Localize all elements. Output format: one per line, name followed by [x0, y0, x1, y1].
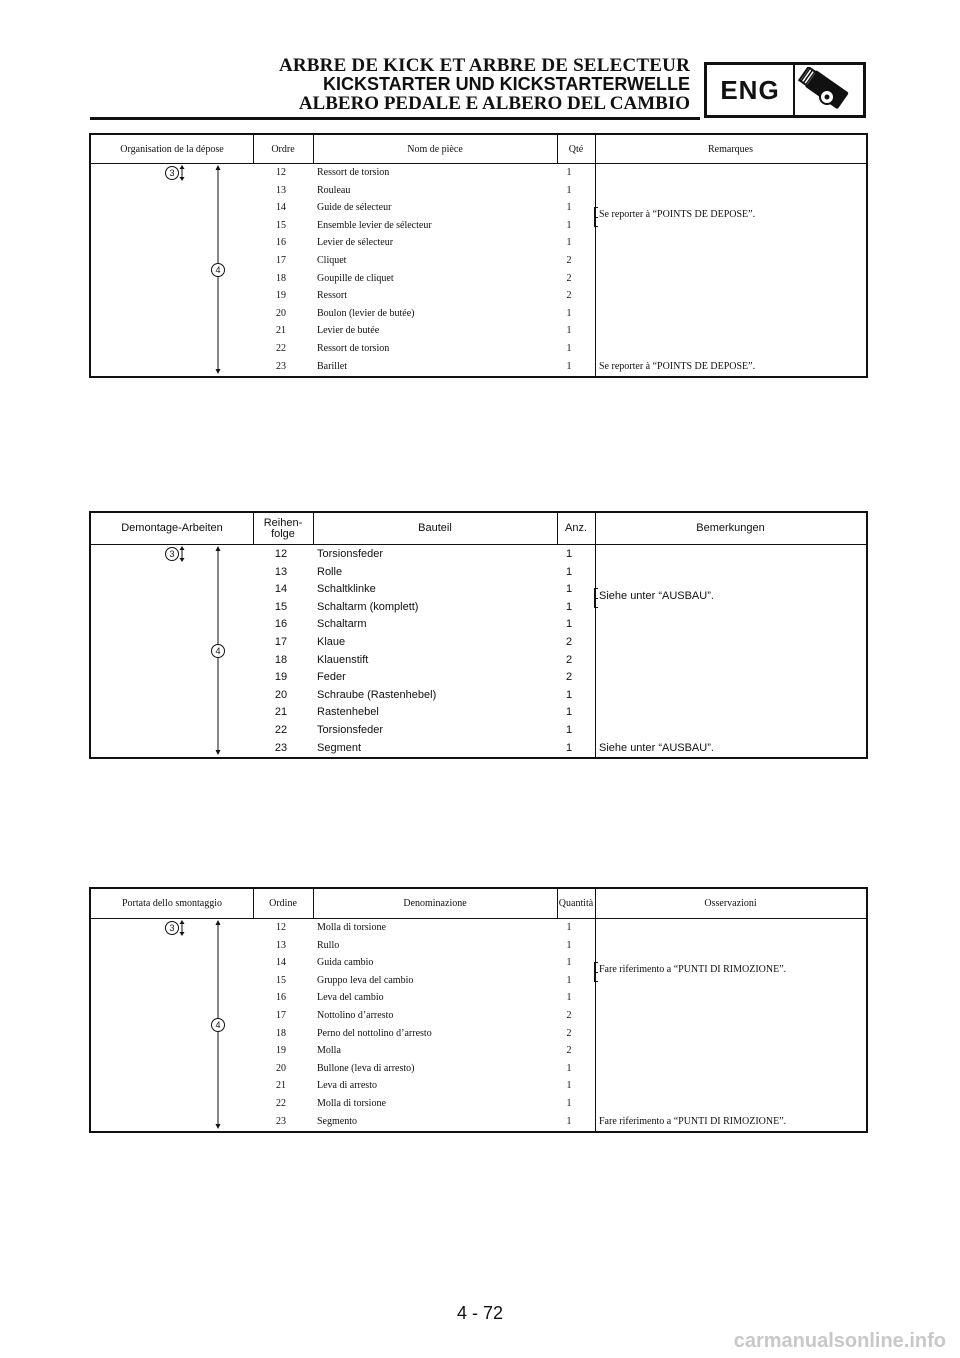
table-row: 15 Gruppo leva del cambio 1 [276, 974, 572, 986]
title-german: KICKSTARTER UND KICKSTARTERWELLE [323, 74, 690, 94]
table-row: 18 Goupille de cliquet 2 [276, 272, 572, 284]
remark-bracket [594, 962, 598, 982]
col-organisation: Organisation de la dépose [120, 143, 224, 155]
table-body [91, 545, 866, 757]
table-french [89, 133, 868, 378]
remark-last: Fare riferimento a “PUNTI DI RIMOZIONE”. [599, 1116, 787, 1127]
col-qty: Qté [568, 143, 584, 155]
col-organisation: Portata dello smontaggio [122, 898, 222, 909]
footer-watermark: carmanualsonline.info [733, 1330, 946, 1352]
table-row: 20 Bullone (leva di arresto) 1 [276, 1062, 572, 1074]
engine-badge-label: ENG [707, 65, 795, 115]
remark-group: Se reporter à “POINTS DE DEPOSE”. [599, 209, 756, 220]
remark-bracket [594, 588, 598, 608]
col-remarks: Osservazioni [704, 898, 757, 909]
table-italian [89, 887, 868, 1133]
page-number: 4 - 72 [456, 1303, 504, 1323]
table-row: 17 Cliquet 2 [276, 255, 572, 266]
table-row: 21 Levier de butée 1 [276, 325, 572, 337]
table-row: 22 Molla di torsione 1 [276, 1098, 572, 1109]
col-order: Ordre [271, 143, 295, 155]
table-row: 18 Klauenstift 2 [274, 653, 573, 666]
table-row: 23 Segmento 1 [276, 1115, 572, 1127]
remark-last: Siehe unter “AUSBAU”. [599, 742, 714, 754]
col-qty: Anz. [564, 522, 587, 534]
table-row: 17 Klaue 2 [274, 636, 573, 648]
marker-4: 4 [211, 263, 225, 277]
table-row: 12 Molla di torsione 1 [276, 922, 572, 933]
col-remarks: Bemerkungen [696, 522, 765, 534]
table-row: 23 Barillet 1 [276, 360, 572, 372]
marker-3: 3 [165, 921, 179, 935]
col-organisation: Demontage-Arbeiten [121, 522, 223, 534]
col-name: Bauteil [418, 522, 452, 534]
col-remarks: Remarques [708, 143, 753, 155]
table-row: 22 Torsionsfeder 1 [274, 724, 573, 736]
table-row: 20 Schraube (Rastenhebel) 1 [274, 688, 573, 701]
table-row: 16 Leva del cambio 1 [276, 992, 572, 1004]
table-header [91, 513, 866, 545]
table-body [91, 919, 866, 1131]
table-row: 19 Ressort 2 [276, 290, 572, 302]
table-row: 14 Guide de sélecteur 1 [276, 202, 572, 214]
table-row: 13 Rolle 1 [274, 565, 573, 578]
table-row: 20 Boulon (levier de butée) 1 [276, 307, 572, 319]
remark-group: Fare riferimento a “PUNTI DI RIMOZIONE”. [599, 964, 787, 975]
table-row: 16 Levier de sélecteur 1 [276, 237, 572, 249]
table-row: 15 Ensemble levier de sélecteur 1 [276, 219, 572, 231]
table-row: 14 Guida cambio 1 [276, 957, 572, 969]
table-row: 12 Torsionsfeder 1 [274, 548, 573, 560]
marker-3: 3 [165, 547, 179, 561]
col-order: Ordine [269, 898, 297, 909]
table-row: 19 Molla 2 [276, 1045, 572, 1057]
marker-3: 3 [165, 166, 179, 180]
table-row: 16 Schaltarm 1 [274, 618, 573, 631]
col-qty: Quantità [558, 898, 594, 909]
table-row: 19 Feder 2 [274, 671, 573, 684]
table-german [89, 511, 868, 759]
table-row: 23 Segment 1 [274, 741, 573, 754]
col-order: Reihen- folge [263, 516, 303, 540]
table-row: 12 Ressort de torsion 1 [276, 167, 572, 178]
remark-last: Se reporter à “POINTS DE DEPOSE”. [599, 361, 756, 372]
table-header [91, 889, 866, 919]
remark-bracket [594, 207, 598, 227]
marker-4: 4 [211, 644, 225, 658]
col-name: Nom de pièce [407, 143, 463, 155]
table-row: 14 Schaltklinke 1 [274, 583, 573, 596]
engine-badge [704, 62, 866, 118]
remark-group: Siehe unter “AUSBAU”. [599, 590, 714, 602]
table-header [91, 135, 866, 164]
header-rule [90, 117, 700, 120]
table-row: 21 Leva di arresto 1 [276, 1080, 572, 1092]
table-row: 13 Rouleau 1 [276, 184, 572, 196]
table-row: 22 Ressort de torsion 1 [276, 343, 572, 354]
engine-part-icon [795, 65, 863, 115]
table-row: 13 Rullo 1 [276, 939, 572, 951]
table-body [91, 164, 866, 376]
marker-4: 4 [211, 1018, 225, 1032]
col-name: Denominazione [403, 898, 467, 909]
table-row: 21 Rastenhebel 1 [274, 706, 573, 719]
title-french: ARBRE DE KICK ET ARBRE DE SELECTEUR [278, 55, 690, 76]
table-row: 17 Nottolino d’arresto 2 [276, 1010, 572, 1021]
table-row: 15 Schaltarm (komplett) 1 [274, 600, 573, 613]
table-row: 18 Perno del nottolino d’arresto 2 [276, 1027, 572, 1039]
title-italian: ALBERO PEDALE E ALBERO DEL CAMBIO [298, 93, 690, 114]
